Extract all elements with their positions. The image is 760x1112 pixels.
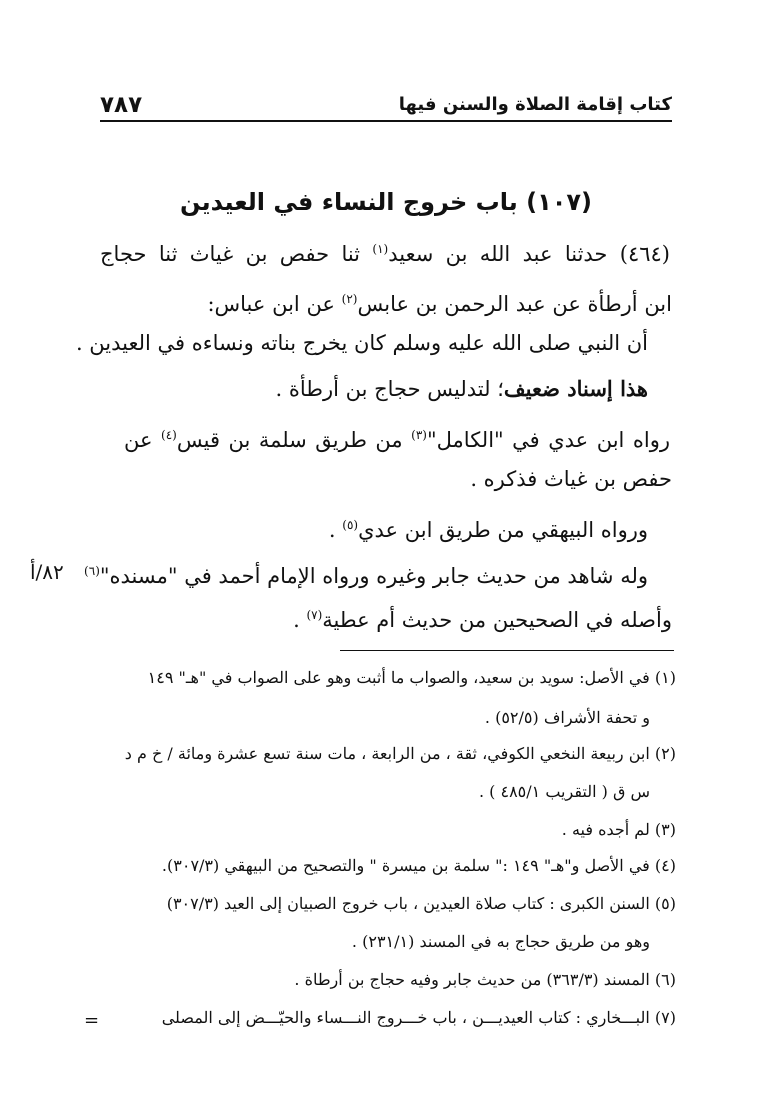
- footnote-separator: [340, 650, 674, 651]
- footnote-ref-6[interactable]: (٦): [84, 564, 100, 578]
- continuation-mark: =: [84, 1010, 100, 1031]
- footnote-1: (١) في الأصل: سويد بن سعيد، والصواب ما أثبت وهو على الصواب في "هـ" ١٤٩: [147, 668, 676, 687]
- takhrij-line-2: حفص بن غياث فذكره .: [470, 467, 672, 491]
- manuscript-folio-note: ٨٢/أ: [30, 560, 64, 584]
- hadith-line-1: (٤٦٤) حدثنا عبد الله بن سعيد$^{(١)}$ ثنا حفص بن غياث ثنا حجاج: [100, 242, 670, 266]
- hadith-matn: أن النبي صلى الله عليه وسلم كان يخرج بناته ونساءه في العيدين .: [75, 331, 648, 355]
- footnote-ref-5[interactable]: (٥): [342, 518, 359, 532]
- footnote-ref-3[interactable]: (٣): [411, 428, 427, 442]
- footnote-1-cont: و تحفة الأشراف (٥٢/٥) .: [484, 708, 650, 727]
- footnote-2-cont: س ق ( التقريب ٤٨٥/١ ) .: [478, 782, 650, 801]
- footnote-7: (٧) البـــخاري : كتاب العيديـــن ، باب خـــروج النـــساء والحيّـــض إلى المصلى: [161, 1008, 676, 1027]
- footnote-5: (٥) السنن الكبرى : كتاب صلاة العيدين ، باب خروج الصبيان إلى العيد (٣٠٧/٣): [166, 894, 676, 913]
- footnote-ref-4[interactable]: (٤): [161, 428, 177, 442]
- footnote-6: (٦) المسند (٣٦٣/٣) من حديث جابر وفيه حجاج بن أرطاة .: [294, 970, 676, 989]
- footnote-5-cont: وهو من طريق حجاج به في المسند (٢٣١/١) .: [351, 932, 650, 951]
- takhrij-line-3: ورواه البيهقي من طريق ابن عدي$^{(٥)}$ .: [328, 518, 648, 542]
- takhrij-line-1: رواه ابن عدي في "الكامل"$^{(٣)}$ من طريق سلمة بن قيس$^{(٤)}$ عن: [124, 428, 670, 452]
- isnad-grading: هذا إسناد ضعيف؛ لتدليس حجاج بن أرطأة .: [275, 376, 648, 401]
- chapter-title: (١٠٧) باب خروج النساء في العيدين: [179, 188, 593, 216]
- takhrij-line-5: وأصله في الصحيحين من حديث أم عطية$^{(٧)}$ .: [293, 608, 672, 632]
- page-number: ٧٨٧: [100, 92, 143, 118]
- page-header: [100, 92, 672, 122]
- footnote-2: (٢) ابن ربيعة النخعي الكوفي، ثقة ، من الرابعة ، مات سنة تسع عشرة ومائة / خ م د: [124, 744, 676, 763]
- running-title: كتاب إقامة الصلاة والسنن فيها: [398, 94, 672, 115]
- grading-label: هذا إسناد ضعيف: [503, 376, 648, 401]
- footnote-4: (٤) في الأصل و"هـ" ١٤٩ :" سلمة بن ميسرة " والتصحيح من البيهقي (٣٠٧/٣).: [161, 856, 676, 875]
- takhrij-line-4: وله شاهد من حديث جابر وغيره ورواه الإمام أحمد في "مسنده"$^{(٦)}$: [84, 564, 648, 588]
- footnote-3: (٣) لم أجده فيه .: [561, 820, 676, 839]
- hadith-line-2: ابن أرطأة عن عبد الرحمن بن عابس$^{(٢)}$ عن ابن عباس:: [207, 292, 672, 316]
- footnote-ref-1[interactable]: (١): [372, 242, 389, 256]
- footnote-ref-7[interactable]: (٧): [306, 608, 323, 622]
- footnote-ref-2[interactable]: (٢): [341, 292, 358, 306]
